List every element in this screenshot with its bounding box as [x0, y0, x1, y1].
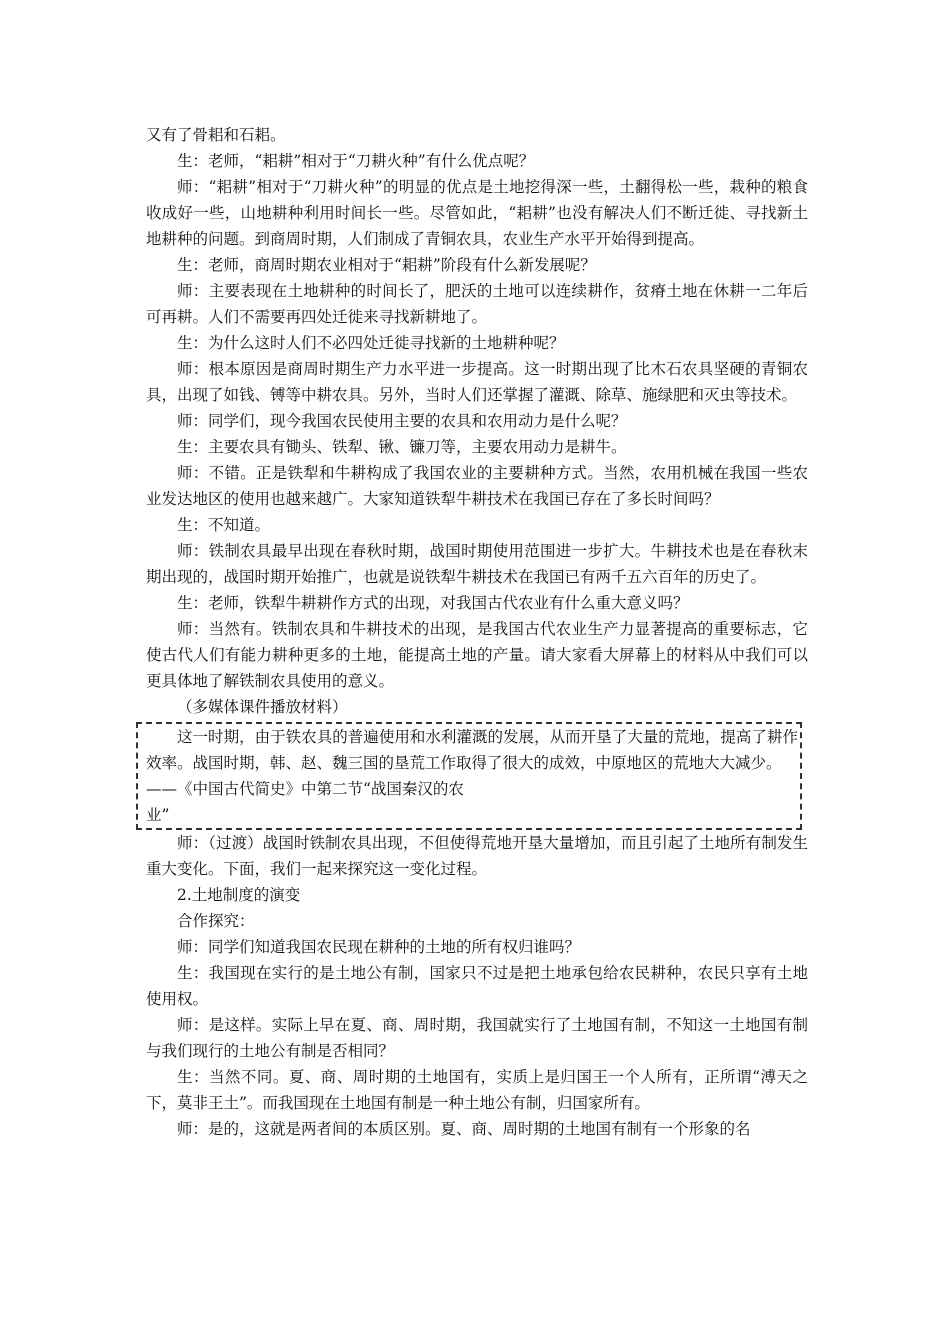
paragraph: 师：是这样。实际上早在夏、商、周时期，我国就实行了土地国有制，不知这一土地国有制与我们现行的土地公有制是否相同？ [146, 1016, 808, 1060]
paragraph: 生：我国现在实行的是土地公有制，国家只不过是把土地承包给农民耕种，农民只享有土地使用权。 [146, 964, 808, 1008]
paragraph: 师：主要表现在土地耕种的时间长了，肥沃的土地可以连续耕作，贫瘠土地在休耕一二年后可再耕。人们不需要再四处迁徙来寻找新耕地了。 [146, 282, 808, 326]
quote-source-tail: 业” [146, 806, 170, 824]
paragraph: 师：（过渡）战国时铁制农具出现，不但使得荒地开垦大量增加，而且引起了土地所有制发生重大变化。下面，我们一起来探究这一变化过程。 [146, 834, 808, 878]
paragraph: 合作探究： [177, 912, 255, 930]
section-heading: 2.土地制度的演变 [177, 886, 301, 904]
paragraph: 又有了骨耜和石耜。 [146, 126, 286, 144]
quote-source: ——《中国古代简史》中第二节“战国秦汉的农 [146, 780, 464, 798]
paragraph: 生：老师，商周时期农业相对于“耜耕”阶段有什么新发展呢？ [177, 256, 596, 274]
paragraph: 师：当然有。铁制农具和牛耕技术的出现，是我国古代农业生产力显著提高的重要标志，它使古代人们有能力耕种更多的土地，能提高土地的产量。请大家看大屏幕上的材料从中我们可以更具体地了解铁制农具使用的意义。 [146, 620, 808, 690]
paragraph: 生：主要农具有锄头、铁犁、锹、镰刀等，主要农用动力是耕牛。 [177, 438, 627, 456]
paragraph: 师：铁制农具最早出现在春秋时期，战国时期使用范围进一步扩大。牛耕技术也是在春秋末期出现的，战国时期开始推广，也就是说铁犁牛耕技术在我国已有两千五六百年的历史了。 [146, 542, 808, 586]
paragraph: 师：根本原因是商周时期生产力水平进一步提高。这一时期出现了比木石农具坚硬的青铜农具，出现了如钱、镈等中耕农具。另外，当时人们还掌握了灌溉、除草、施绿肥和灭虫等技术。 [146, 360, 808, 404]
paragraph: 生：老师，“耜耕”相对于“刀耕火种”有什么优点呢？ [177, 152, 535, 170]
paragraph: 师：同学们知道我国农民现在耕种的土地的所有权归谁吗？ [177, 938, 581, 956]
paragraph: 师：不错。正是铁犁和牛耕构成了我国农业的主要耕种方式。当然，农用机械在我国一些农业发达地区的使用也越来越广。大家知道铁犁牛耕技术在我国已存在了多长时间吗？ [146, 464, 808, 508]
paragraph: 生：不知道。 [177, 516, 271, 534]
media-note: （多媒体课件播放材料） [177, 698, 348, 716]
paragraph: 师：同学们，现今我国农民使用主要的农具和农用动力是什么呢？ [177, 412, 627, 430]
paragraph: 师：“耜耕”相对于“刀耕火种”的明显的优点是土地挖得深一些，土翻得松一些，栽种的粮食收成好一些，山地耕种利用时间长一些。尽管如此，“耜耕”也没有解决人们不断迁徙、寻找新土地耕种的问题。到商周时期，人们制成了青铜农具，农业生产水平开始得到提高。 [146, 178, 808, 248]
paragraph: 师：是的，这就是两者间的本质区别。夏、商、周时期的土地国有制有一个形象的名 [177, 1120, 751, 1138]
paragraph: 生：当然不同。夏、商、周时期的土地国有，实质上是归国王一个人所有，正所谓“溥天之下，莫非王土”。而我国现在土地国有制是一种土地公有制，归国家所有。 [146, 1068, 808, 1112]
paragraph: 生：为什么这时人们不必四处迁徙寻找新的土地耕种呢？ [177, 334, 565, 352]
quote-text: 这一时期，由于铁农具的普遍使用和水利灌溉的发展，从而开垦了大量的荒地，提高了耕作效率。战国时期，韩、赵、魏三国的垦荒工作取得了很大的成效，中原地区的荒地大大减少。 [146, 728, 798, 772]
quote-box [136, 722, 802, 830]
paragraph: 生：老师，铁犁牛耕耕作方式的出现，对我国古代农业有什么重大意义吗？ [177, 594, 689, 612]
document-page [146, 122, 808, 1142]
